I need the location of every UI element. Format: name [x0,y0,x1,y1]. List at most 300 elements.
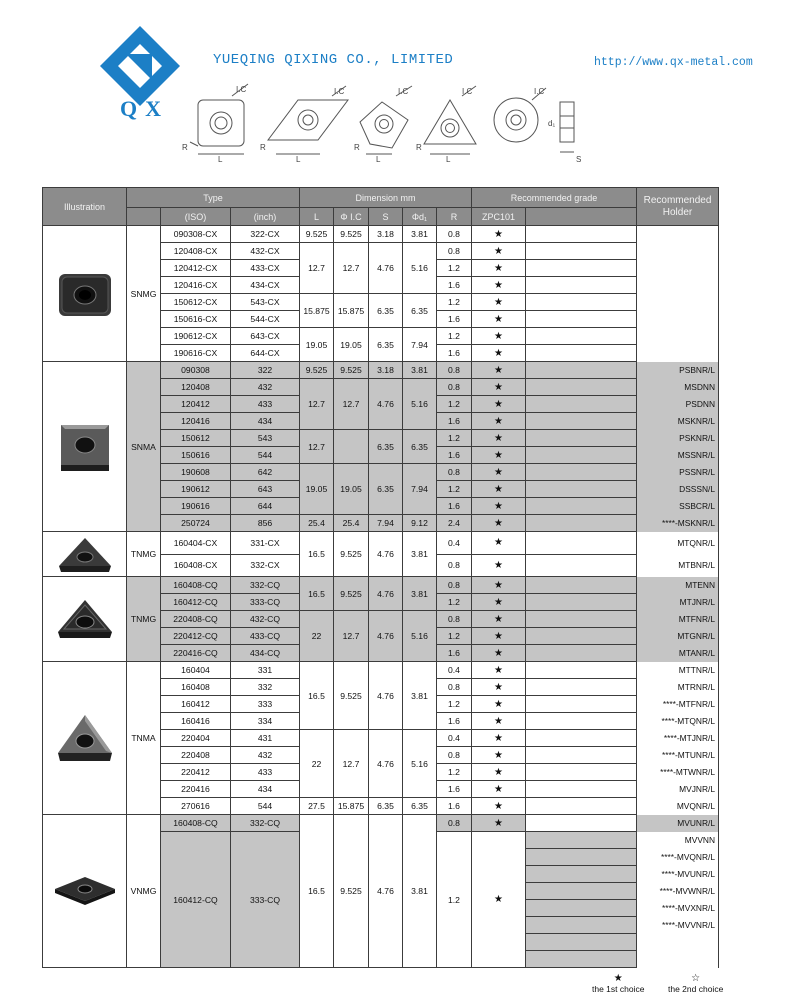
first-choice-star-icon: ★ [472,594,526,611]
l-label: L [218,155,223,164]
s-label: S [576,155,582,164]
holder-cell: MTFNR/L [637,611,719,628]
first-choice-star-icon: ★ [472,413,526,430]
d1-header: Φd₁ [403,208,437,226]
dim-d1: 6.35 [403,430,437,464]
radius: 1.2 [437,294,472,311]
grade-blank [526,294,637,311]
inch-code: 332-CX [231,554,300,577]
dim-l: 9.525 [300,226,334,243]
legend-star-outline-icon: ☆ [691,973,701,984]
holder-cell: MVJNR/L [637,781,719,798]
dim-d1: 6.35 [403,798,437,815]
radius: 0.8 [437,577,472,594]
iso-code: 220408-CQ [161,611,231,628]
radius: 1.2 [437,764,472,781]
inch-code: 333-CQ [231,594,300,611]
first-choice-star-icon: ★ [472,498,526,515]
dim-l: 19.05 [300,464,334,515]
grade-blank [526,713,637,730]
iso-code: 190612-CX [161,328,231,345]
inch-code: 434 [231,413,300,430]
first-choice-star-icon: ★ [472,464,526,481]
dim-ic: 9.525 [334,362,369,379]
dim-ic: 12.7 [334,611,369,662]
iso-code: 120416 [161,413,231,430]
first-choice-star-icon: ★ [472,226,526,243]
ic-label: I.C [334,87,345,96]
radius: 1.2 [437,594,472,611]
first-choice-star-icon: ★ [472,379,526,396]
dim-ic: 9.525 [334,815,369,968]
insert-image [43,815,127,968]
iso-code: 220412-CQ [161,628,231,645]
dim-ic: 12.7 [334,243,369,294]
iso-code: 160408 [161,679,231,696]
first-choice-star-icon: ★ [472,781,526,798]
iso-code: 120408-CX [161,243,231,260]
first-choice-star-icon: ★ [472,396,526,413]
inch-code: 433-CQ [231,628,300,645]
holder-cell: MSDNN [637,379,719,396]
grade-blank [526,730,637,747]
dim-s: 4.76 [369,611,403,662]
dim-s: 6.35 [369,798,403,815]
l-label: L [446,155,451,164]
grade-blank [526,662,637,679]
holder-cell: DSSSN/L [637,481,719,498]
iso-code: 190616-CX [161,345,231,362]
iso-code: 150616 [161,447,231,464]
iso-code: 160404-CX [161,532,231,555]
grade-header: Recommended grade [472,188,637,208]
r-label: R [182,143,188,152]
grade-blank [526,594,637,611]
iso-code: 150612 [161,430,231,447]
dim-d1: 3.81 [403,362,437,379]
grade-blank [526,764,637,781]
page-header [0,0,804,180]
first-choice-star-icon: ★ [472,294,526,311]
dim-s: 6.35 [369,430,403,464]
holder-cell: MTJNR/L [637,594,719,611]
grade-blank [526,260,637,277]
holder-cell: ****-MVWNR/L [637,883,719,900]
holder-cell: ****-MTJNR/L [637,730,719,747]
grade-blank [526,934,637,951]
first-choice-star-icon: ★ [472,362,526,379]
dim-ic: 9.525 [334,226,369,243]
iso-code: 160404 [161,662,231,679]
insert-code: TNMG [127,577,161,662]
grade-blank [526,481,637,498]
inch-code: 334 [231,713,300,730]
radius: 1.6 [437,311,472,328]
grade-blank [526,447,637,464]
first-choice-star-icon: ★ [472,611,526,628]
dim-d1: 7.94 [403,328,437,362]
dim-s: 4.76 [369,815,403,968]
iso-code: 150612-CX [161,294,231,311]
dim-l: 16.5 [300,662,334,730]
holder-cell: MTRNR/L [637,679,719,696]
dim-ic: 25.4 [334,515,369,532]
first-choice-star-icon: ★ [472,447,526,464]
inch-code: 544 [231,798,300,815]
dim-s: 3.18 [369,362,403,379]
grade-blank [526,815,637,832]
dim-d1: 6.35 [403,294,437,328]
dim-d1: 5.16 [403,379,437,430]
dim-ic: 9.525 [334,662,369,730]
first-choice-star-icon: ★ [472,628,526,645]
website-link[interactable]: http://www.qx-metal.com [594,56,753,69]
radius: 1.2 [437,260,472,277]
inch-code: 431 [231,730,300,747]
grade-blank [526,696,637,713]
first-choice-star-icon: ★ [472,662,526,679]
inch-code: 432-CX [231,243,300,260]
iso-header: (ISO) [161,208,231,226]
holder-cell [637,226,719,362]
iso-code: 160412 [161,696,231,713]
inch-code: 432 [231,379,300,396]
table-row [43,532,719,555]
company-name: YUEQING QIXING CO., LIMITED [213,52,454,68]
inch-code: 643 [231,481,300,498]
radius: 1.6 [437,413,472,430]
dim-ic: 12.7 [334,379,369,430]
dim-s: 6.35 [369,328,403,362]
dim-d1: 3.81 [403,226,437,243]
first-choice-star-icon: ★ [472,328,526,345]
holder-cell: MTQNR/L [637,532,719,555]
grade-blank-header [526,208,637,226]
grade-blank [526,243,637,260]
dim-l: 9.525 [300,362,334,379]
dim-d1: 3.81 [403,532,437,577]
grade-blank [526,951,637,968]
radius: 1.2 [437,396,472,413]
holder-cell: PSDNN [637,396,719,413]
iso-code: 160412-CQ [161,594,231,611]
first-choice-star-icon: ★ [472,243,526,260]
first-choice-star-icon: ★ [472,713,526,730]
insert-code: SNMA [127,362,161,532]
radius: 0.4 [437,730,472,747]
legend-star-filled-icon: ★ [613,973,623,984]
radius: 0.8 [437,243,472,260]
inch-code: 332-CQ [231,815,300,832]
radius: 1.6 [437,277,472,294]
grade-blank [526,628,637,645]
dim-d1: 9.12 [403,515,437,532]
iso-code: 220408 [161,747,231,764]
dim-s: 4.76 [369,730,403,798]
holder-cell: ****-MSKNR/L [637,515,719,532]
dim-d1: 5.16 [403,730,437,798]
holder-cell: MSKNR/L [637,413,719,430]
table-row [43,577,719,594]
radius: 1.2 [437,696,472,713]
iso-code: 190616 [161,498,231,515]
dim-d1: 7.94 [403,464,437,515]
dim-ic: 15.875 [334,798,369,815]
insert-image [43,532,127,577]
grade-blank [526,900,637,917]
first-choice-star-icon: ★ [472,345,526,362]
radius: 0.8 [437,464,472,481]
dim-l: 25.4 [300,515,334,532]
iso-code: 190612 [161,481,231,498]
dim-s: 4.76 [369,379,403,430]
grade-blank [526,611,637,628]
grade-blank [526,430,637,447]
dimension-header: Dimension mm [300,188,472,208]
code-header [127,208,161,226]
dim-l: 16.5 [300,815,334,968]
r-header: R [437,208,472,226]
holder-cell [637,934,719,951]
holder-cell: ****-MVVNR/L [637,917,719,934]
insert-code: SNMG [127,226,161,362]
inch-code: 333-CQ [231,832,300,968]
holder-cell: ****-MTWNR/L [637,764,719,781]
holder-cell: ****-MVXNR/L [637,900,719,917]
radius: 1.6 [437,798,472,815]
grade-blank [526,464,637,481]
s-header: S [369,208,403,226]
radius: 1.2 [437,832,472,968]
dim-ic: 12.7 [334,730,369,798]
holder-cell: MTGNR/L [637,628,719,645]
r-label: R [416,143,422,152]
table-row [43,662,719,679]
iso-code: 160408-CQ [161,815,231,832]
first-choice-star-icon: ★ [472,260,526,277]
grade-blank [526,832,637,849]
first-choice-star-icon: ★ [472,764,526,781]
inch-code: 434-CX [231,277,300,294]
l-label: L [296,155,301,164]
iso-code: 150616-CX [161,311,231,328]
inch-code: 543-CX [231,294,300,311]
holder-cell: ****-MTFNR/L [637,696,719,713]
inch-code: 642 [231,464,300,481]
iso-code: 090308-CX [161,226,231,243]
first-choice-star-icon: ★ [472,430,526,447]
dim-l: 15.875 [300,294,334,328]
iso-code: 160416 [161,713,231,730]
iso-code: 120416-CX [161,277,231,294]
grade-blank [526,532,637,555]
legend-second-choice [668,973,723,994]
inch-code: 434-CQ [231,645,300,662]
ic-label: I.C [398,87,409,96]
dim-s: 4.76 [369,662,403,730]
inch-code: 643-CX [231,328,300,345]
ic-header: Φ I.C [334,208,369,226]
first-choice-star-icon: ★ [472,798,526,815]
radius: 0.8 [437,379,472,396]
insert-image [43,577,127,662]
holder-cell: MTBNR/L [637,554,719,577]
holder-cell: PSKNR/L [637,430,719,447]
grade-blank [526,554,637,577]
radius: 1.2 [437,481,472,498]
logo-text: QX [120,96,169,121]
grade-blank [526,679,637,696]
first-choice-star-icon: ★ [472,679,526,696]
inch-code: 432 [231,747,300,764]
insert-code: TNMA [127,662,161,815]
radius: 1.6 [437,645,472,662]
ic-label: I.C [236,85,247,94]
inch-code: 544-CX [231,311,300,328]
holder-cell: MSSNR/L [637,447,719,464]
inch-header: (inch) [231,208,300,226]
d1-label: d₁ [548,119,556,128]
radius: 0.8 [437,362,472,379]
grade-blank [526,798,637,815]
grade-blank [526,577,637,594]
holder-cell: MVVNN [637,832,719,849]
grade-blank [526,328,637,345]
inch-code: 433-CX [231,260,300,277]
table-row [43,815,719,832]
holder-cell [637,951,719,968]
insert-dimension-diagrams [180,82,600,166]
grade-blank [526,645,637,662]
insert-image [43,662,127,815]
table-body [43,226,719,968]
iso-code: 090308 [161,362,231,379]
grade-blank [526,917,637,934]
iso-code: 220416-CQ [161,645,231,662]
holder-cell: PSSNR/L [637,464,719,481]
dim-s: 4.76 [369,532,403,577]
dim-s: 7.94 [369,515,403,532]
r-label: R [354,143,360,152]
dim-l: 19.05 [300,328,334,362]
l-label: L [376,155,381,164]
holder-cell: SSBCR/L [637,498,719,515]
grade-blank [526,413,637,430]
holder-cell: ****-MVQNR/L [637,849,719,866]
first-choice-star-icon: ★ [472,577,526,594]
grade-blank [526,226,637,243]
grade-blank [526,362,637,379]
iso-code: 190608 [161,464,231,481]
radius: 1.2 [437,628,472,645]
grade-blank [526,277,637,294]
first-choice-star-icon: ★ [472,730,526,747]
radius: 0.4 [437,662,472,679]
first-choice-star-icon: ★ [472,532,526,555]
first-choice-star-icon: ★ [472,696,526,713]
dim-ic: 9.525 [334,577,369,611]
grade-blank [526,396,637,413]
dim-l: 16.5 [300,577,334,611]
grade-blank [526,849,637,866]
inch-code: 644 [231,498,300,515]
dim-l: 22 [300,611,334,662]
dim-d1: 3.81 [403,577,437,611]
radius: 0.8 [437,611,472,628]
legend-first-label: the 1st choice [592,984,645,994]
dim-d1: 3.81 [403,662,437,730]
first-choice-star-icon: ★ [472,277,526,294]
iso-code: 160412-CQ [161,832,231,968]
iso-code: 220412 [161,764,231,781]
inch-code: 856 [231,515,300,532]
dim-l: 12.7 [300,379,334,430]
dim-s: 4.76 [369,243,403,294]
inch-code: 332 [231,679,300,696]
l-header: L [300,208,334,226]
holder-cell: MTENN [637,577,719,594]
table-row [43,362,719,379]
first-choice-star-icon: ★ [472,311,526,328]
zpc101-header: ZPC101 [472,208,526,226]
radius: 0.4 [437,532,472,555]
insert-code: VNMG [127,815,161,968]
iso-code: 220404 [161,730,231,747]
radius: 1.6 [437,345,472,362]
grade-blank [526,345,637,362]
table-row [43,226,719,243]
iso-code: 160408-CX [161,554,231,577]
dim-l: 22 [300,730,334,798]
grade-blank [526,515,637,532]
holder-cell: ****-MTQNR/L [637,713,719,730]
legend-first-choice [592,973,644,994]
first-choice-star-icon: ★ [472,747,526,764]
inch-code: 432-CQ [231,611,300,628]
legend-second-label: the 2nd choice [668,984,724,994]
grade-blank [526,379,637,396]
radius: 0.8 [437,747,472,764]
first-choice-star-icon: ★ [472,645,526,662]
ic-label: I.C [462,87,473,96]
inch-code: 333 [231,696,300,713]
inch-code: 332-CQ [231,577,300,594]
iso-code: 270616 [161,798,231,815]
first-choice-star-icon: ★ [472,832,526,968]
inch-code: 331 [231,662,300,679]
dim-l: 27.5 [300,798,334,815]
r-label: R [260,143,266,152]
dim-ic: 19.05 [334,464,369,515]
holder-cell: MTTNR/L [637,662,719,679]
inch-code: 544 [231,447,300,464]
iso-code: 250724 [161,515,231,532]
illustration-header: Illustration [43,188,127,226]
dim-d1: 5.16 [403,243,437,294]
grade-blank [526,866,637,883]
holder-cell: MTANR/L [637,645,719,662]
grade-blank [526,781,637,798]
holder-header: Recommended Holder [637,188,719,226]
first-choice-star-icon: ★ [472,815,526,832]
inch-code: 331-CX [231,532,300,555]
radius: 1.6 [437,781,472,798]
holder-cell: ****-MTUNR/L [637,747,719,764]
dim-ic: 19.05 [334,328,369,362]
radius: 0.8 [437,679,472,696]
insert-spec-table [42,187,719,968]
inch-code: 433 [231,396,300,413]
